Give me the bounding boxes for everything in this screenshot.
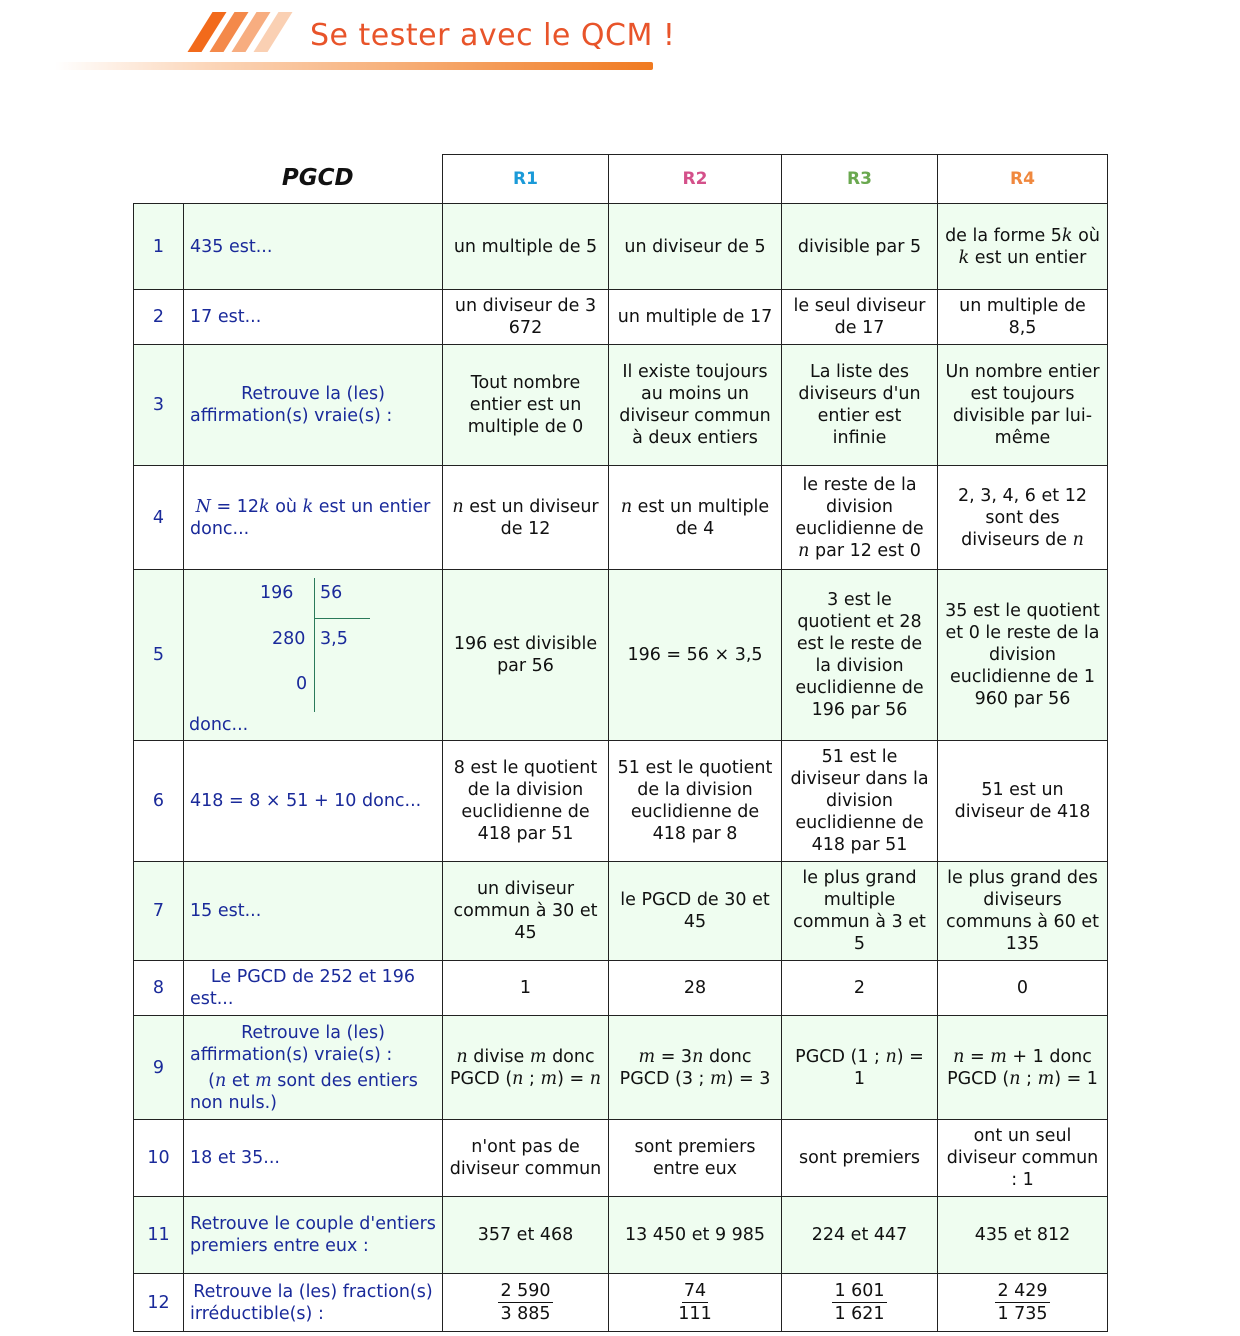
answer-r2[interactable]: 13 450 et 9 985 bbox=[609, 1197, 782, 1274]
math-N: N bbox=[195, 496, 211, 517]
question-number: 1 bbox=[134, 204, 184, 290]
answer-r2[interactable] bbox=[609, 1274, 782, 1332]
question-division bbox=[184, 570, 443, 741]
remainder: 0 bbox=[296, 674, 308, 694]
answer-r3[interactable]: 3 est le quotient et 28 est le reste de la division euclidienne de 196 par 56 bbox=[782, 570, 938, 741]
answer-r3[interactable]: le plus grand multiple commun à 3 et 5 bbox=[782, 862, 938, 961]
question-row bbox=[134, 1197, 1108, 1274]
answer-r1[interactable] bbox=[443, 1016, 609, 1120]
question-number: 7 bbox=[134, 862, 184, 961]
question-row bbox=[134, 741, 1108, 862]
denominator: 1 735 bbox=[997, 1304, 1048, 1324]
math-m: m bbox=[529, 1046, 547, 1067]
answer-r3[interactable] bbox=[782, 1274, 938, 1332]
subject-cell bbox=[134, 155, 443, 204]
answer-r3[interactable] bbox=[782, 466, 938, 570]
paren: ( bbox=[208, 1070, 215, 1091]
math-m: m bbox=[638, 1046, 656, 1067]
answer-r4[interactable]: Un nombre entier est toujours divisible par lui-même bbox=[938, 345, 1108, 466]
math-m: m bbox=[255, 1070, 272, 1091]
answer-text: = 3 bbox=[660, 1046, 693, 1067]
answer-r1[interactable]: n'ont pas de diviseur commun bbox=[443, 1120, 609, 1197]
math-m: m bbox=[1037, 1068, 1055, 1089]
answer-r1[interactable]: 357 et 468 bbox=[443, 1197, 609, 1274]
long-division bbox=[184, 570, 442, 740]
answer-text: est un entier bbox=[974, 247, 1087, 268]
question-text: 17 est... bbox=[184, 290, 443, 345]
answer-text: est un diviseur de 12 bbox=[469, 496, 599, 539]
question-text bbox=[184, 466, 443, 570]
answer-text: de la forme 5 bbox=[945, 225, 1062, 246]
answer-r2[interactable]: 28 bbox=[609, 961, 782, 1016]
question-text-line bbox=[190, 1070, 436, 1114]
question-number: 12 bbox=[134, 1274, 184, 1332]
question-number: 11 bbox=[134, 1197, 184, 1274]
question-row bbox=[134, 1016, 1108, 1120]
subject-title: PGCD bbox=[281, 164, 354, 191]
answer-text: ) = 1 bbox=[853, 1046, 924, 1089]
answer-r4[interactable]: ont un seul diviseur commun : 1 bbox=[938, 1120, 1108, 1197]
answer-r4[interactable] bbox=[938, 466, 1108, 570]
question-text-part: = 12 bbox=[216, 496, 259, 517]
math-k: k bbox=[958, 247, 970, 268]
answer-r4[interactable] bbox=[938, 1016, 1108, 1120]
math-n: n bbox=[215, 1070, 227, 1091]
answer-r3[interactable]: le seul diviseur de 17 bbox=[782, 290, 938, 345]
question-row bbox=[134, 570, 1108, 741]
partial-value: 280 bbox=[272, 629, 306, 649]
answer-r4[interactable]: 0 bbox=[938, 961, 1108, 1016]
answer-r3[interactable]: 224 et 447 bbox=[782, 1197, 938, 1274]
title-underline bbox=[55, 62, 653, 70]
math-m: m bbox=[710, 1068, 727, 1089]
answer-r4[interactable]: 435 et 812 bbox=[938, 1197, 1108, 1274]
answer-r1[interactable]: un diviseur commun à 30 et 45 bbox=[443, 862, 609, 961]
math-k: k bbox=[1061, 225, 1073, 246]
math-m: m bbox=[990, 1046, 1007, 1067]
question-text-line: Retrouve la (les) affirmation(s) vraie(s) : bbox=[190, 1022, 393, 1065]
answer-text: le reste de la division euclidienne de bbox=[795, 474, 924, 539]
answer-r2[interactable]: 51 est le quotient de la division euclidienne de 418 par 8 bbox=[609, 741, 782, 862]
question-text: Retrouve le couple d'entiers premiers entre eux : bbox=[184, 1197, 443, 1274]
answer-text: ) = 3 bbox=[726, 1068, 771, 1089]
numerator: 1 601 bbox=[834, 1281, 885, 1301]
math-k: k bbox=[302, 496, 314, 517]
math-n: n bbox=[798, 540, 810, 561]
division-horizontal-line bbox=[314, 618, 370, 619]
question-number: 4 bbox=[134, 466, 184, 570]
question-text bbox=[184, 1016, 443, 1120]
answer-text: où bbox=[1078, 225, 1100, 246]
answer-r1[interactable]: 1 bbox=[443, 961, 609, 1016]
math-n: n bbox=[620, 496, 633, 517]
math-n: n bbox=[1009, 1068, 1021, 1089]
answer-text: ; bbox=[523, 1068, 541, 1089]
answer-text: donc PGCD ( bbox=[449, 1046, 595, 1089]
r1-header: R1 bbox=[443, 155, 609, 204]
answer-text: + 1 donc PGCD ( bbox=[947, 1046, 1092, 1089]
answer-r2[interactable]: 196 = 56 × 3,5 bbox=[609, 570, 782, 741]
answer-r3[interactable] bbox=[782, 1016, 938, 1120]
question-text-part: où bbox=[275, 496, 297, 517]
question-number: 6 bbox=[134, 741, 184, 862]
answer-r2[interactable]: Il existe toujours au moins un diviseur commun à deux entiers bbox=[609, 345, 782, 466]
math-n: n bbox=[589, 1068, 602, 1089]
answer-r1[interactable]: un multiple de 5 bbox=[443, 204, 609, 290]
question-row bbox=[134, 1274, 1108, 1332]
r4-header: R4 bbox=[938, 155, 1108, 204]
r3-header: R3 bbox=[782, 155, 938, 204]
answer-text: = bbox=[969, 1046, 985, 1067]
answer-r2[interactable] bbox=[609, 1016, 782, 1120]
fraction bbox=[676, 1280, 713, 1325]
question-text: Retrouve la (les) affirmation(s) vraie(s) : bbox=[184, 345, 443, 466]
question-row bbox=[134, 862, 1108, 961]
question-number: 5 bbox=[134, 570, 184, 741]
answer-r2[interactable]: sont premiers entre eux bbox=[609, 1120, 782, 1197]
answer-r1[interactable]: 8 est le quotient de la division euclidienne de 418 par 51 bbox=[443, 741, 609, 862]
question-text: 15 est... bbox=[184, 862, 443, 961]
answer-r3[interactable]: 51 est le diviseur dans la division euclidienne de 418 par 51 bbox=[782, 741, 938, 862]
question-text: 418 = 8 × 51 + 10 donc... bbox=[184, 741, 443, 862]
math-n: n bbox=[953, 1046, 965, 1067]
question-number: 2 bbox=[134, 290, 184, 345]
question-text: 18 et 35... bbox=[184, 1120, 443, 1197]
question-text: donc... bbox=[189, 715, 249, 735]
answer-r4[interactable]: le plus grand des diviseurs communs à 60 et 135 bbox=[938, 862, 1108, 961]
question-text-part: sont des entiers non nuls.) bbox=[190, 1070, 418, 1113]
question-row bbox=[134, 466, 1108, 570]
header-row bbox=[134, 155, 1108, 204]
divisor: 56 bbox=[320, 583, 343, 603]
fraction bbox=[832, 1280, 886, 1325]
answer-r1[interactable] bbox=[443, 1274, 609, 1332]
math-n: n bbox=[692, 1046, 704, 1067]
numerator: 2 590 bbox=[500, 1281, 551, 1301]
fraction bbox=[498, 1280, 552, 1325]
division-vertical-line bbox=[314, 578, 315, 712]
denominator: 3 885 bbox=[500, 1304, 551, 1324]
question-row bbox=[134, 961, 1108, 1016]
question-text: Retrouve la (les) fraction(s) irréductible(s) : bbox=[184, 1274, 443, 1332]
dividend: 196 bbox=[260, 583, 294, 603]
math-n: n bbox=[456, 1046, 468, 1067]
answer-r1[interactable]: Tout nombre entier est un multiple de 0 bbox=[443, 345, 609, 466]
qcm-table bbox=[133, 154, 1108, 1332]
answer-r1[interactable]: un diviseur de 3 672 bbox=[443, 290, 609, 345]
denominator: 111 bbox=[678, 1304, 712, 1324]
answer-r2[interactable] bbox=[609, 466, 782, 570]
answer-text: PGCD (1 ; bbox=[795, 1046, 886, 1067]
question-row bbox=[134, 204, 1108, 290]
math-k: k bbox=[259, 496, 270, 517]
answer-r2[interactable]: un multiple de 17 bbox=[609, 290, 782, 345]
math-n: n bbox=[1072, 529, 1084, 550]
answer-r4[interactable] bbox=[938, 1274, 1108, 1332]
answer-r2[interactable]: le PGCD de 30 et 45 bbox=[609, 862, 782, 961]
answer-r3[interactable]: divisible par 5 bbox=[782, 204, 938, 290]
answer-r1[interactable] bbox=[443, 466, 609, 570]
question-number: 10 bbox=[134, 1120, 184, 1197]
denominator: 1 621 bbox=[834, 1304, 885, 1324]
question-row bbox=[134, 1120, 1108, 1197]
answer-text: donc PGCD (3 ; bbox=[619, 1046, 758, 1089]
answer-r4[interactable]: un multiple de 8,5 bbox=[938, 290, 1108, 345]
math-n: n bbox=[885, 1046, 897, 1067]
question-text: Le PGCD de 252 et 196 est... bbox=[184, 961, 443, 1016]
math-m: m bbox=[540, 1068, 558, 1089]
answer-r3[interactable]: sont premiers bbox=[782, 1120, 938, 1197]
numerator: 74 bbox=[683, 1281, 707, 1301]
answer-text: est un multiple de 4 bbox=[637, 496, 770, 539]
answer-r4[interactable]: 51 est un diviseur de 418 bbox=[938, 741, 1108, 862]
text-et: et bbox=[231, 1070, 250, 1091]
page-title: Se tester avec le QCM ! bbox=[310, 18, 676, 53]
fraction bbox=[995, 1280, 1049, 1325]
answer-text: ; bbox=[1020, 1068, 1038, 1089]
answer-r2[interactable]: un diviseur de 5 bbox=[609, 204, 782, 290]
answer-r3[interactable]: 2 bbox=[782, 961, 938, 1016]
numerator: 2 429 bbox=[997, 1281, 1048, 1301]
answer-text: ) = bbox=[557, 1068, 585, 1089]
math-n: n bbox=[452, 496, 464, 517]
answer-r3[interactable]: La liste des diviseurs d'un entier est infinie bbox=[782, 345, 938, 466]
question-row bbox=[134, 290, 1108, 345]
question-text-part: est un entier donc... bbox=[190, 496, 431, 539]
page-header bbox=[0, 0, 700, 80]
answer-text: par 12 est 0 bbox=[814, 540, 921, 561]
r2-header: R2 bbox=[609, 155, 782, 204]
question-text: 435 est... bbox=[184, 204, 443, 290]
quotient: 3,5 bbox=[320, 629, 348, 649]
answer-text: divise bbox=[473, 1046, 525, 1067]
answer-r4[interactable] bbox=[938, 204, 1108, 290]
question-number: 8 bbox=[134, 961, 184, 1016]
question-row bbox=[134, 345, 1108, 466]
question-number: 3 bbox=[134, 345, 184, 466]
answer-text: 2, 3, 4, 6 et 12 sont des diviseurs de bbox=[958, 485, 1087, 550]
question-number: 9 bbox=[134, 1016, 184, 1120]
answer-r1[interactable]: 196 est divisible par 56 bbox=[443, 570, 609, 741]
math-n: n bbox=[512, 1068, 524, 1089]
answer-r4[interactable]: 35 est le quotient et 0 le reste de la division euclidienne de 1 960 par 56 bbox=[938, 570, 1108, 741]
answer-text: ) = 1 bbox=[1054, 1068, 1098, 1089]
